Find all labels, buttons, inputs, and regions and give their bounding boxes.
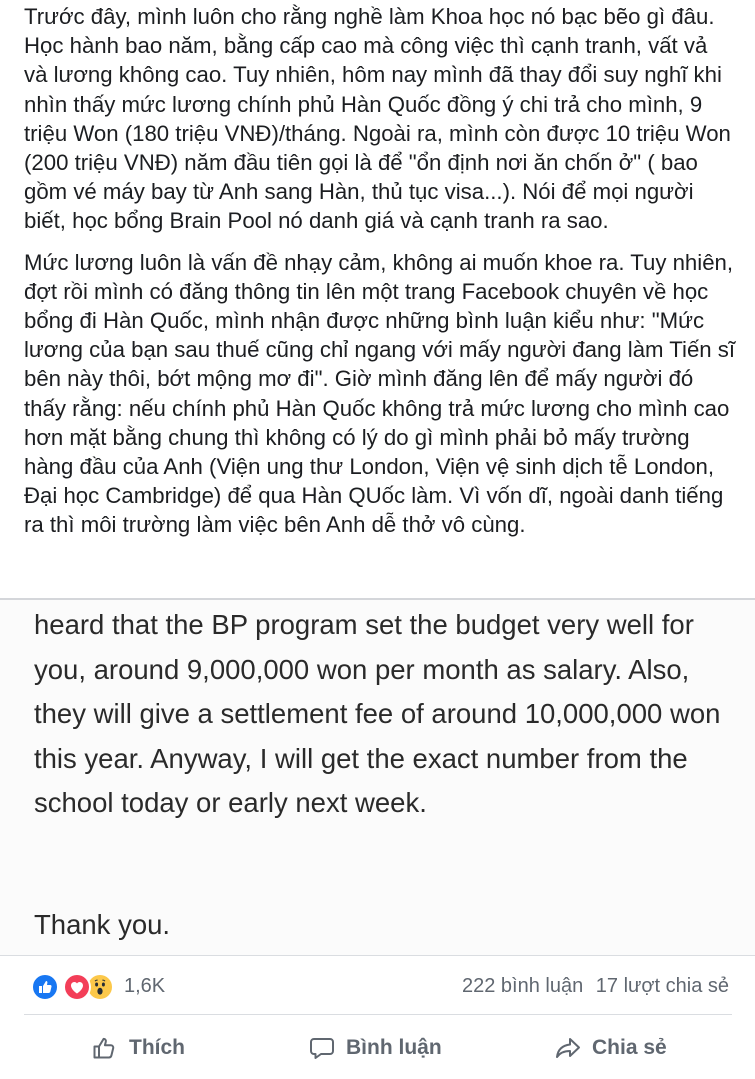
share-arrow-icon: [554, 1034, 582, 1062]
share-count[interactable]: 17 lượt chia sẻ: [595, 975, 729, 997]
post-paragraph: Mức lương luôn là vấn đề nhạy cảm, không ai muốn khoe ra. Tuy nhiên, đợt rồi mình có đăng thông tin lên một trang Facebook chuyên về học bổng đi Hàn Quốc, mình nhận được những bình luận kiểu như: "Mức lương của bạn sau thuế cũng chỉ ngang với mấy người đang làm Tiến sĩ bên này thôi, bớt mộng mơ đi". Giờ mình đăng lên để mấy người đó thấy rằng: nếu chính phủ Hàn Quốc không trả mức lương cho mình cao hơn mặt bằng chung thì không có lý do gì mình phải bỏ mấy trường hàng đầu của Anh (Viện ung thư London, Viện vệ sinh dịch tễ London, Đại học Cambridge) để qua Hàn QUốc làm. Vì vốn dĩ, ngoài danh tiếng ra thì môi trường làm việc bên Anh dễ thở vô cùng.: [24, 249, 736, 538]
post-text: [24, 0, 736, 540]
photo-message: heard that the BP program set the budget very well for you, around 9,000,000 won per month as salary. Also, they will give a settlement fee of around 10,000,000 won this year. Anyway, I will get the exact number from the school today or early next week.: [34, 609, 721, 818]
like-button[interactable]: [91, 1033, 185, 1063]
reactions-bar: [0, 956, 755, 1014]
comment-button[interactable]: [308, 1033, 442, 1063]
comment-bubble-icon: [308, 1034, 336, 1062]
post-photo[interactable]: [0, 600, 755, 955]
reaction-icons[interactable]: [31, 973, 117, 999]
engagement-meta: [462, 972, 729, 1000]
share-button-label: Chia sẻ: [592, 1036, 667, 1059]
thumbs-up-icon: [91, 1034, 119, 1062]
post-paragraph: Trước đây, mình luôn cho rằng nghề làm Khoa học nó bạc bẽo gì đâu. Học hành bao năm, bằng cấp cao mà công việc thì cạnh tranh, vất vả và lương không cao. Tuy nhiên, hôm nay mình đã thay đổi suy nghĩ khi nhìn thấy mức lương chính phủ Hàn Quốc đồng ý chi trả cho mình, 9 triệu Won (180 triệu VNĐ)/tháng. Ngoài ra, mình còn được 10 triệu Won (200 triệu VNĐ) năm đầu tiên gọi là để "ổn định nơi ăn chốn ở" ( bao gồm vé máy bay từ Anh sang Hàn, thủ tục visa...). Nói để mọi người biết, học bổng Brain Pool nó danh giá và cạnh tranh ra sao.: [24, 4, 731, 234]
share-button[interactable]: [554, 1033, 667, 1063]
photo-text: [34, 603, 744, 826]
comment-button-label: Bình luận: [346, 1036, 442, 1059]
comment-count[interactable]: 222 bình luận: [461, 975, 584, 997]
action-bar: [0, 1015, 755, 1079]
like-button-label: Thích: [129, 1036, 185, 1059]
like-icon: [31, 973, 59, 1001]
love-icon: [63, 973, 91, 1001]
reaction-count[interactable]: 1,6K: [124, 975, 166, 997]
photo-closing: Thank you.: [34, 909, 171, 940]
